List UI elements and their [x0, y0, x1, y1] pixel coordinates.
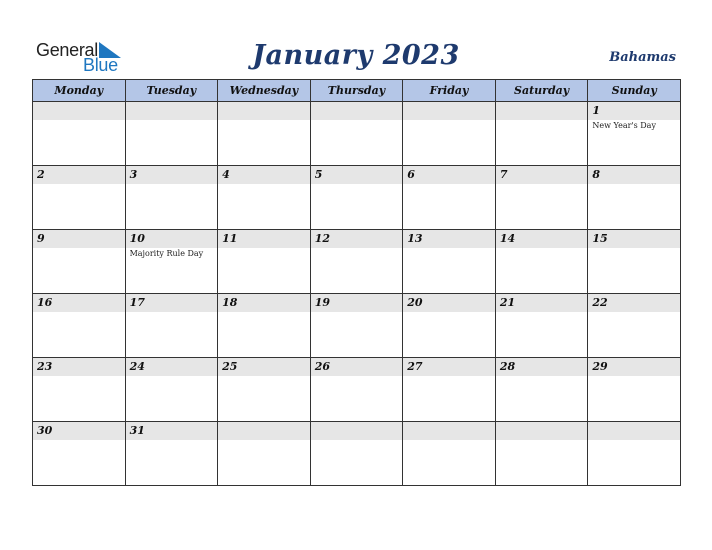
day-number: 15: [592, 232, 608, 245]
day-number-strip: [218, 358, 310, 376]
weekday-header-row: [33, 80, 681, 102]
day-number-strip: [33, 102, 125, 120]
day-number-strip: [403, 166, 495, 184]
weekday-header: Wednesday: [218, 80, 311, 102]
day-number: 26: [314, 360, 330, 373]
day-number: 21: [499, 296, 516, 309]
weekday-header: Sunday: [588, 80, 681, 102]
day-cell: [403, 358, 496, 422]
day-number-strip: [403, 230, 495, 248]
week-row: [33, 166, 681, 230]
day-cell: [403, 166, 496, 230]
day-number-strip: [588, 166, 680, 184]
day-cell: [33, 358, 126, 422]
day-number-strip: [126, 102, 218, 120]
day-number-strip: [33, 358, 125, 376]
day-number-strip: [33, 294, 125, 312]
day-number: 20: [407, 296, 423, 309]
day-number: 1: [592, 104, 601, 117]
day-number-strip: [496, 166, 588, 184]
day-number-strip: [126, 358, 218, 376]
day-cell: [495, 166, 588, 230]
day-cell: [310, 358, 403, 422]
day-number-strip: [311, 102, 403, 120]
week-row: [33, 230, 681, 294]
day-cell: [125, 166, 218, 230]
day-number-strip: [588, 358, 680, 376]
day-number: 22: [592, 296, 608, 309]
day-number-strip: [588, 422, 680, 440]
day-cell: [588, 422, 681, 486]
day-number-strip: [218, 166, 310, 184]
day-number-strip: [496, 422, 588, 440]
day-cell: [403, 422, 496, 486]
day-number: 30: [37, 424, 53, 437]
day-cell: [495, 422, 588, 486]
day-cell: [310, 230, 403, 294]
day-cell: [33, 294, 126, 358]
day-number: 31: [129, 424, 145, 437]
weekday-header: Tuesday: [125, 80, 218, 102]
day-number: 18: [222, 296, 238, 309]
day-cell: [125, 102, 218, 166]
day-number: 29: [592, 360, 608, 373]
day-number-strip: [588, 102, 680, 120]
day-cell: [125, 358, 218, 422]
day-number: 11: [222, 232, 238, 245]
day-cell: [495, 102, 588, 166]
day-number-strip: [126, 294, 218, 312]
day-number-strip: [126, 230, 218, 248]
day-number-strip: [218, 422, 310, 440]
day-cell: [125, 422, 218, 486]
day-cell: [218, 166, 311, 230]
day-cell: [218, 358, 311, 422]
day-number-strip: [218, 294, 310, 312]
country-name: Bahamas: [609, 50, 676, 65]
day-cell: [588, 166, 681, 230]
day-cell: [125, 294, 218, 358]
day-number: 19: [314, 296, 330, 309]
week-row: [33, 422, 681, 486]
day-cell: [125, 230, 218, 294]
day-cell: [495, 230, 588, 294]
day-number-strip: [33, 166, 125, 184]
week-row: [33, 102, 681, 166]
holiday-label: New Year's Day: [592, 121, 656, 130]
day-cell: [588, 102, 681, 166]
day-number: 12: [314, 232, 330, 245]
day-number-strip: [403, 294, 495, 312]
week-row: [33, 294, 681, 358]
day-number-strip: [496, 358, 588, 376]
day-number: 25: [222, 360, 238, 373]
day-number: 10: [129, 232, 145, 245]
day-number-strip: [33, 422, 125, 440]
day-cell: [33, 166, 126, 230]
day-cell: [588, 358, 681, 422]
day-cell: [495, 358, 588, 422]
day-number: 5: [314, 168, 323, 181]
day-number: 8: [592, 168, 601, 181]
day-number-strip: [218, 230, 310, 248]
day-number-strip: [588, 294, 680, 312]
day-cell: [403, 102, 496, 166]
day-cell: [218, 294, 311, 358]
day-cell: [588, 230, 681, 294]
day-number-strip: [496, 294, 588, 312]
day-number: 2: [37, 168, 45, 181]
day-number: 6: [407, 168, 415, 181]
day-number: 28: [499, 360, 516, 373]
day-number: 7: [499, 168, 508, 181]
weekday-header: Saturday: [495, 80, 588, 102]
day-cell: [33, 422, 126, 486]
holiday-label: Majority Rule Day: [129, 249, 204, 258]
logo-text-blue: Blue: [83, 55, 118, 75]
day-cell: [403, 230, 496, 294]
day-cell: [495, 294, 588, 358]
day-number-strip: [311, 422, 403, 440]
day-number-strip: [311, 230, 403, 248]
day-number: 9: [37, 232, 45, 245]
day-number: 23: [37, 360, 53, 373]
logo-text-general: General: [36, 40, 98, 60]
day-number: 27: [407, 360, 423, 373]
day-number-strip: [311, 358, 403, 376]
day-cell: [310, 166, 403, 230]
day-cell: [403, 294, 496, 358]
day-cell: [33, 102, 126, 166]
day-number-strip: [496, 230, 588, 248]
day-cell: [218, 102, 311, 166]
day-number: 24: [129, 360, 145, 373]
day-cell: [218, 230, 311, 294]
day-cell: [218, 422, 311, 486]
calendar-title: January 2023: [252, 40, 460, 71]
day-cell: [310, 422, 403, 486]
weekday-header: Thursday: [310, 80, 403, 102]
day-number-strip: [588, 230, 680, 248]
day-number-strip: [126, 166, 218, 184]
day-number-strip: [218, 102, 310, 120]
weekday-header: Monday: [33, 80, 126, 102]
calendar-grid: [32, 79, 681, 486]
day-number: 4: [222, 168, 230, 181]
day-number: 3: [129, 168, 138, 181]
day-number-strip: [403, 358, 495, 376]
day-number: 13: [407, 232, 423, 245]
day-number-strip: [403, 102, 495, 120]
day-number-strip: [311, 166, 403, 184]
day-number: 14: [499, 232, 516, 245]
day-number-strip: [126, 422, 218, 440]
day-number-strip: [496, 102, 588, 120]
day-number-strip: [403, 422, 495, 440]
day-cell: [588, 294, 681, 358]
day-number-strip: [33, 230, 125, 248]
day-cell: [310, 102, 403, 166]
day-cell: [33, 230, 126, 294]
day-cell: [310, 294, 403, 358]
day-number-strip: [311, 294, 403, 312]
weekday-header: Friday: [403, 80, 496, 102]
week-row: [33, 358, 681, 422]
day-number: 17: [129, 296, 145, 309]
day-number: 16: [37, 296, 53, 309]
